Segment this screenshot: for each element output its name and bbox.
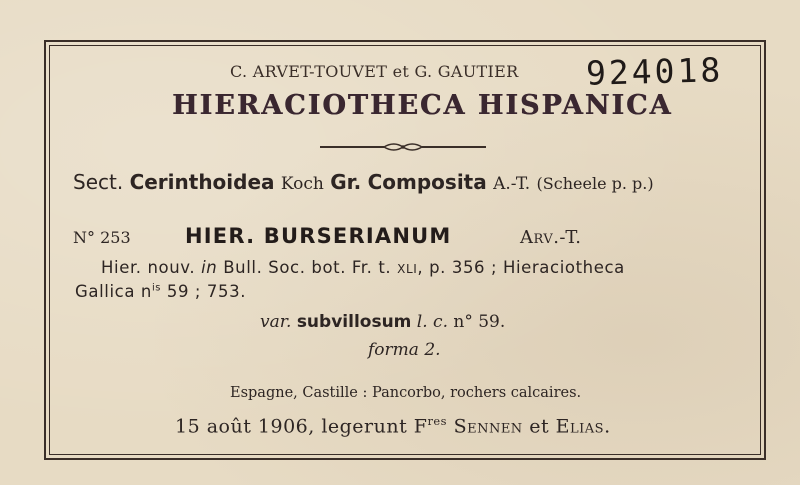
group-author: A.-T.: [493, 174, 531, 194]
variety-prefix: var.: [260, 312, 292, 332]
reference-line-2: [75, 282, 246, 301]
number-prefix: N°: [73, 228, 95, 247]
ref-volume: xli: [397, 258, 418, 277]
ref2-sup: is: [151, 282, 162, 294]
variety-line: [260, 312, 505, 332]
section-name: Cerinthoidea: [129, 170, 275, 194]
collector-b: Elias.: [555, 415, 611, 438]
ref2-part-a: Gallica n: [75, 282, 152, 301]
section-line: [73, 170, 654, 194]
group-name: Composita: [367, 170, 487, 194]
group-label: Gr.: [330, 170, 362, 194]
group-note: (Scheele p. p.): [536, 174, 654, 193]
collection-date-line: [175, 414, 611, 437]
authors: C. ARVET-TOUVET et G. GAUTIER: [230, 62, 519, 81]
collector-a: Sennen: [453, 415, 523, 438]
ref-in: in: [201, 258, 218, 277]
specimen-entry-number: [73, 228, 131, 247]
species-author: Arv.-T.: [520, 227, 582, 248]
ref-part-a: Hier. nouv.: [101, 258, 196, 277]
variety-suffix: l. c.: [416, 312, 448, 332]
section-author: Koch: [280, 174, 324, 194]
collector-joiner: et: [522, 415, 556, 438]
locality: Espagne, Castille : Pancorbo, rochers calcaires.: [230, 385, 582, 401]
ornament-divider-icon: [320, 140, 486, 154]
number-value: 253: [100, 228, 131, 247]
variety-number: n° 59.: [453, 312, 506, 332]
collection-date: 15 août 1906, legerunt F: [175, 415, 428, 438]
ref-part-c: , p. 356 ; Hieraciotheca: [417, 258, 625, 277]
ref2-part-b: 59 ; 753.: [161, 282, 247, 301]
species-name: HIER. BURSERIANUM: [185, 224, 452, 248]
ref-part-b: Bull. Soc. bot. Fr. t.: [223, 258, 392, 277]
collection-title: HIERACIOTHECA HISPANICA: [172, 90, 673, 121]
specimen-number: 924018: [585, 50, 724, 93]
forma-line: forma 2.: [368, 340, 441, 360]
collection-sup: res: [427, 414, 448, 428]
section-label: Sect.: [73, 170, 124, 194]
reference-line-1: [101, 258, 625, 277]
variety-name: subvillosum: [296, 312, 412, 332]
